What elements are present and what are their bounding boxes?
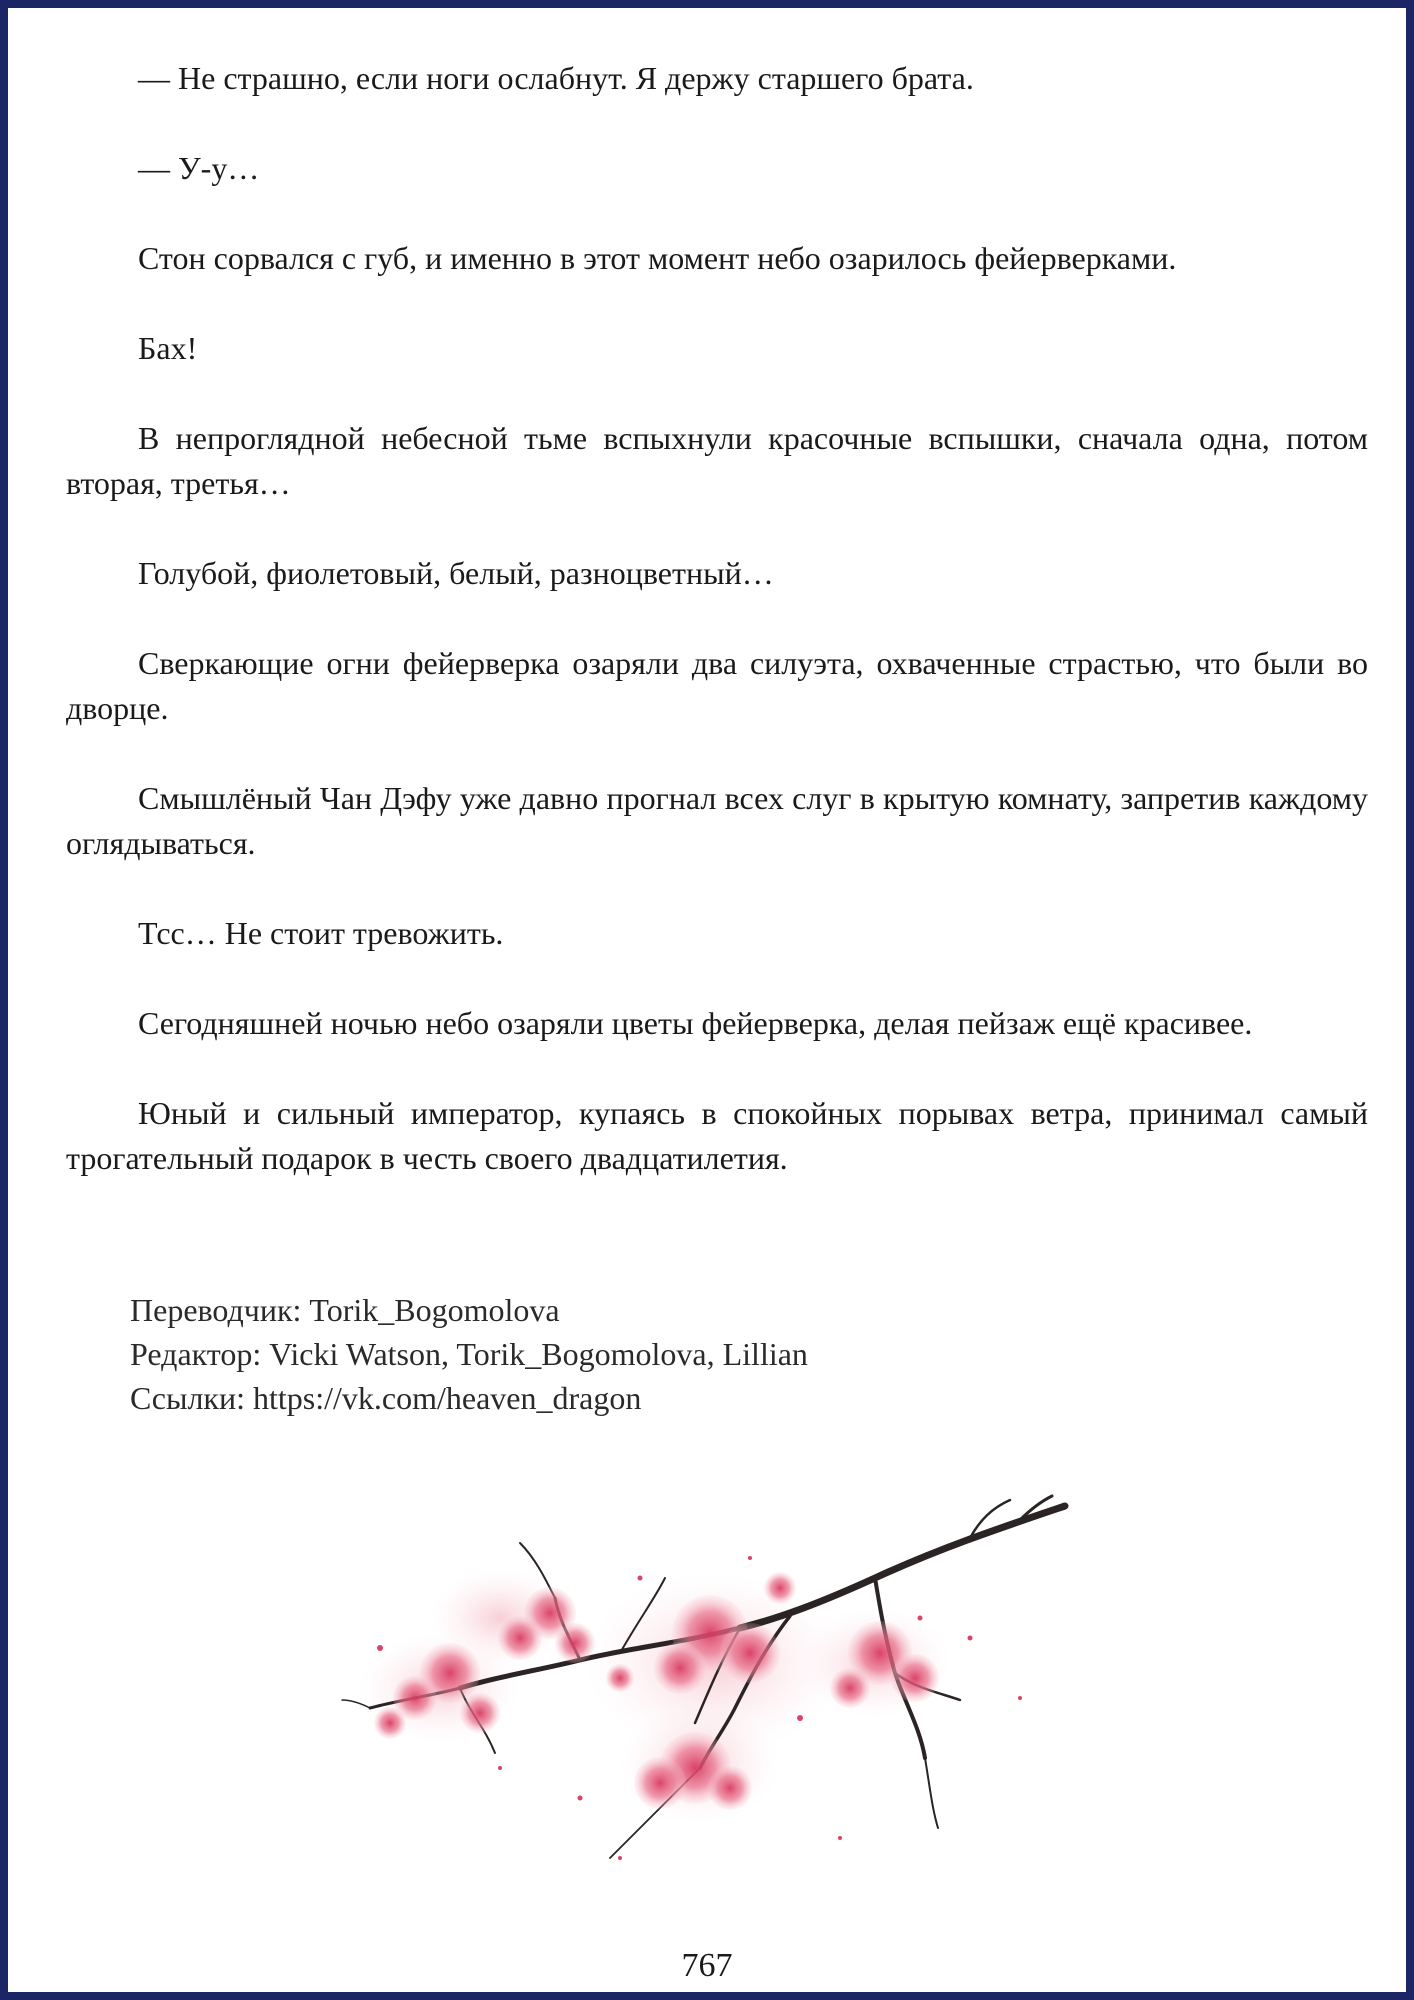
paragraph: Тсс… Не стоит тревожить. [138, 915, 504, 951]
cherry-blossom-branch-icon [320, 1438, 1070, 1918]
paragraph: В непроглядной небесной тьме вспыхнули красочные вспышки, сначала одна, потом вторая, третья… [66, 420, 1368, 501]
paragraph: Бах! [138, 330, 198, 366]
editor-credit: Редактор: Vicki Watson, Torik_Bogomolova, Lillian [130, 1336, 808, 1372]
paragraph: Сегодняшней ночью небо озаряли цветы фейерверка, делая пейзаж ещё красивее. [138, 1005, 1253, 1041]
page-number: 767 [681, 1947, 733, 1984]
body-text [66, 56, 1368, 1226]
paragraph: Смышлёный Чан Дэфу уже давно прогнал всех слуг в крытую комнату, запретив каждому оглядываться. [66, 780, 1368, 861]
paragraph: — У-у… [138, 150, 260, 186]
translator-credit: Переводчик: Torik_Bogomolova [130, 1292, 560, 1328]
credits-block [130, 1288, 808, 1420]
paragraph: Юный и сильный император, купаясь в спокойных порывах ветра, принимал самый трогательный подарок в честь своего двадцатилетия. [66, 1095, 1368, 1176]
paragraph: — Не страшно, если ноги ослабнут. Я держу старшего брата. [138, 60, 974, 96]
links-credit: Ссылки: https://vk.com/heaven_dragon [130, 1380, 642, 1416]
paragraph: Сверкающие огни фейерверка озаряли два силуэта, охваченные страстью, что были во дворце. [66, 645, 1368, 726]
paragraph: Стон сорвался с губ, и именно в этот момент небо озарилось фейерверками. [138, 240, 1177, 276]
paragraph: Голубой, фиолетовый, белый, разноцветный… [138, 555, 774, 591]
